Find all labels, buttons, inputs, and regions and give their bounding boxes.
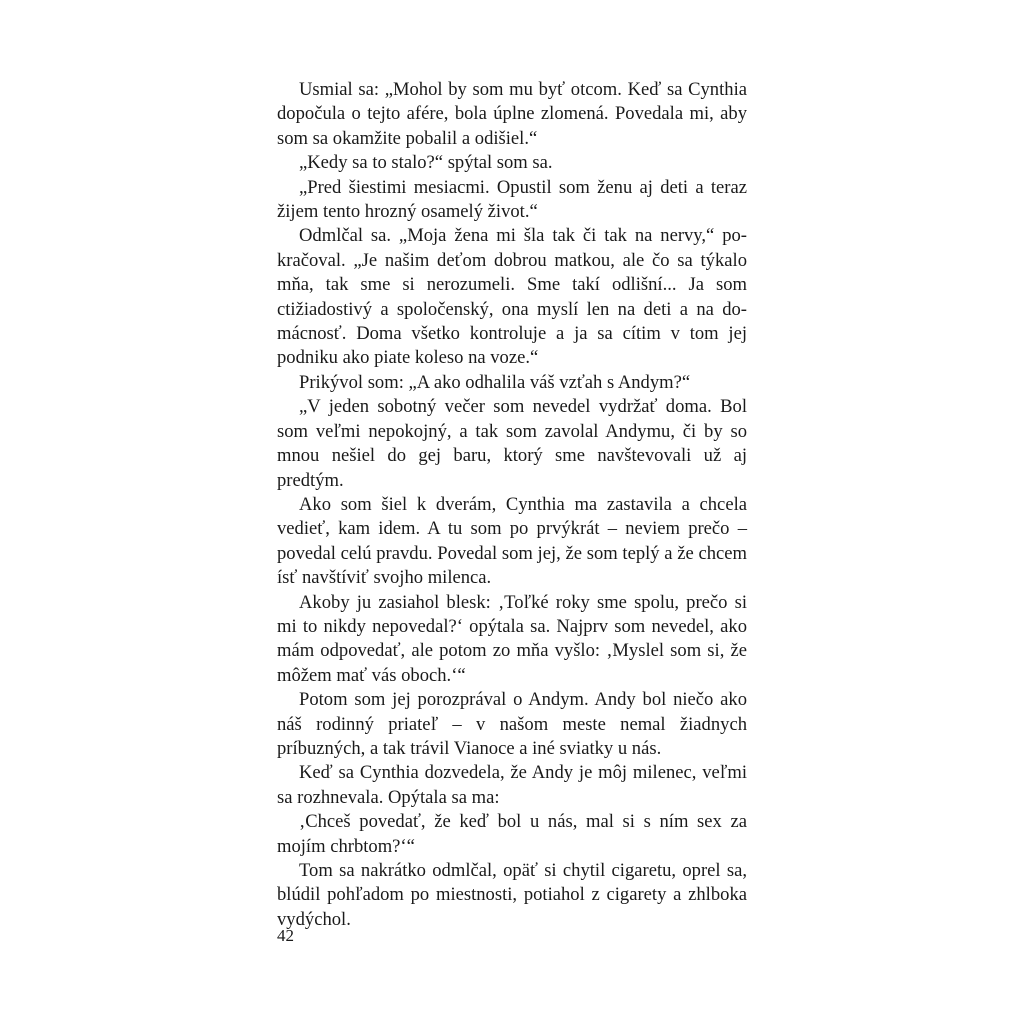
paragraph: „Pred šiestimi mesiacmi. Opustil som ženu aj deti a teraz žijem tento hrozný osamelý život.“	[277, 176, 747, 223]
paragraph: Usmial sa: „Mohol by som mu byť otcom. Keď sa Cynthia dopočula o tejto afére, bola úplne zlomená. Povedala mi, aby som sa okamžite pobalil a odišiel.“	[277, 79, 747, 149]
paragraph: Tom sa nakrátko odmlčal, opäť si chytil cigaretu, oprel sa, blúdil pohľadom po miestnosti, potiahol z cigarety a zhlboka vydýchol.	[277, 860, 747, 930]
paragraph: ‚Chceš povedať, že keď bol u nás, mal si s ním sex za mojím chrbtom?‘“	[277, 811, 747, 857]
paragraph: „V jeden sobotný večer som nevedel vydržať doma. Bol som veľmi nepokojný, a tak som zavolal Andymu, či by so mnou nešiel do gej baru, ktorý sme navštevovali už aj predtým.	[277, 396, 747, 491]
paragraph: Ako som šiel k dverám, Cynthia ma zastavila a chcela vedieť, kam idem. A tu som po prvýkrát – neviem prečo – povedal celú pravdu. Povedal som jej, že som teplý a že chcem ísť navštíviť svojho milenca.	[277, 493, 747, 589]
paragraph: Prikývol som: „A ako odhalila váš vzťah s Andym?“	[299, 371, 691, 393]
body-text	[277, 78, 747, 932]
page-number: 42	[277, 926, 294, 945]
paragraph: Potom som jej porozprával o Andym. Andy bol niečo ako náš rodinný priateľ – v našom meste nemal žiadnych príbuzných, a tak trávil Vianoce a iné sviatky u nás.	[277, 689, 747, 759]
paragraph: „Kedy sa to stalo?“ spýtal som sa.	[299, 152, 553, 174]
paragraph: Odmlčal sa. „Moja žena mi šla tak či tak na nervy,“ pokračoval. „Je našim deťom dobrou matkou, ale čo sa týkalo mňa, tak sme si nerozumeli. Sme takí odlišní... Ja som ctižiadostivý a spoločenský, ona myslí len na deti a na domácnosť. Doma všetko kontroluje a ja sa cítim v tom jej podniku ako piate koleso na voze.“	[277, 225, 747, 369]
paragraph: Akoby ju zasiahol blesk: ‚Toľké roky sme spolu, prečo si mi to nikdy nepovedal?‘ opýtala sa. Najprv som nevedel, ako mám odpovedať, ale potom zo mňa vyšlo: ‚Myslel som si, že môžem mať vás oboch.‘“	[277, 591, 747, 686]
paragraph: Keď sa Cynthia dozvedela, že Andy je môj milenec, veľmi sa rozhnevala. Opýtala sa ma:	[277, 762, 747, 808]
